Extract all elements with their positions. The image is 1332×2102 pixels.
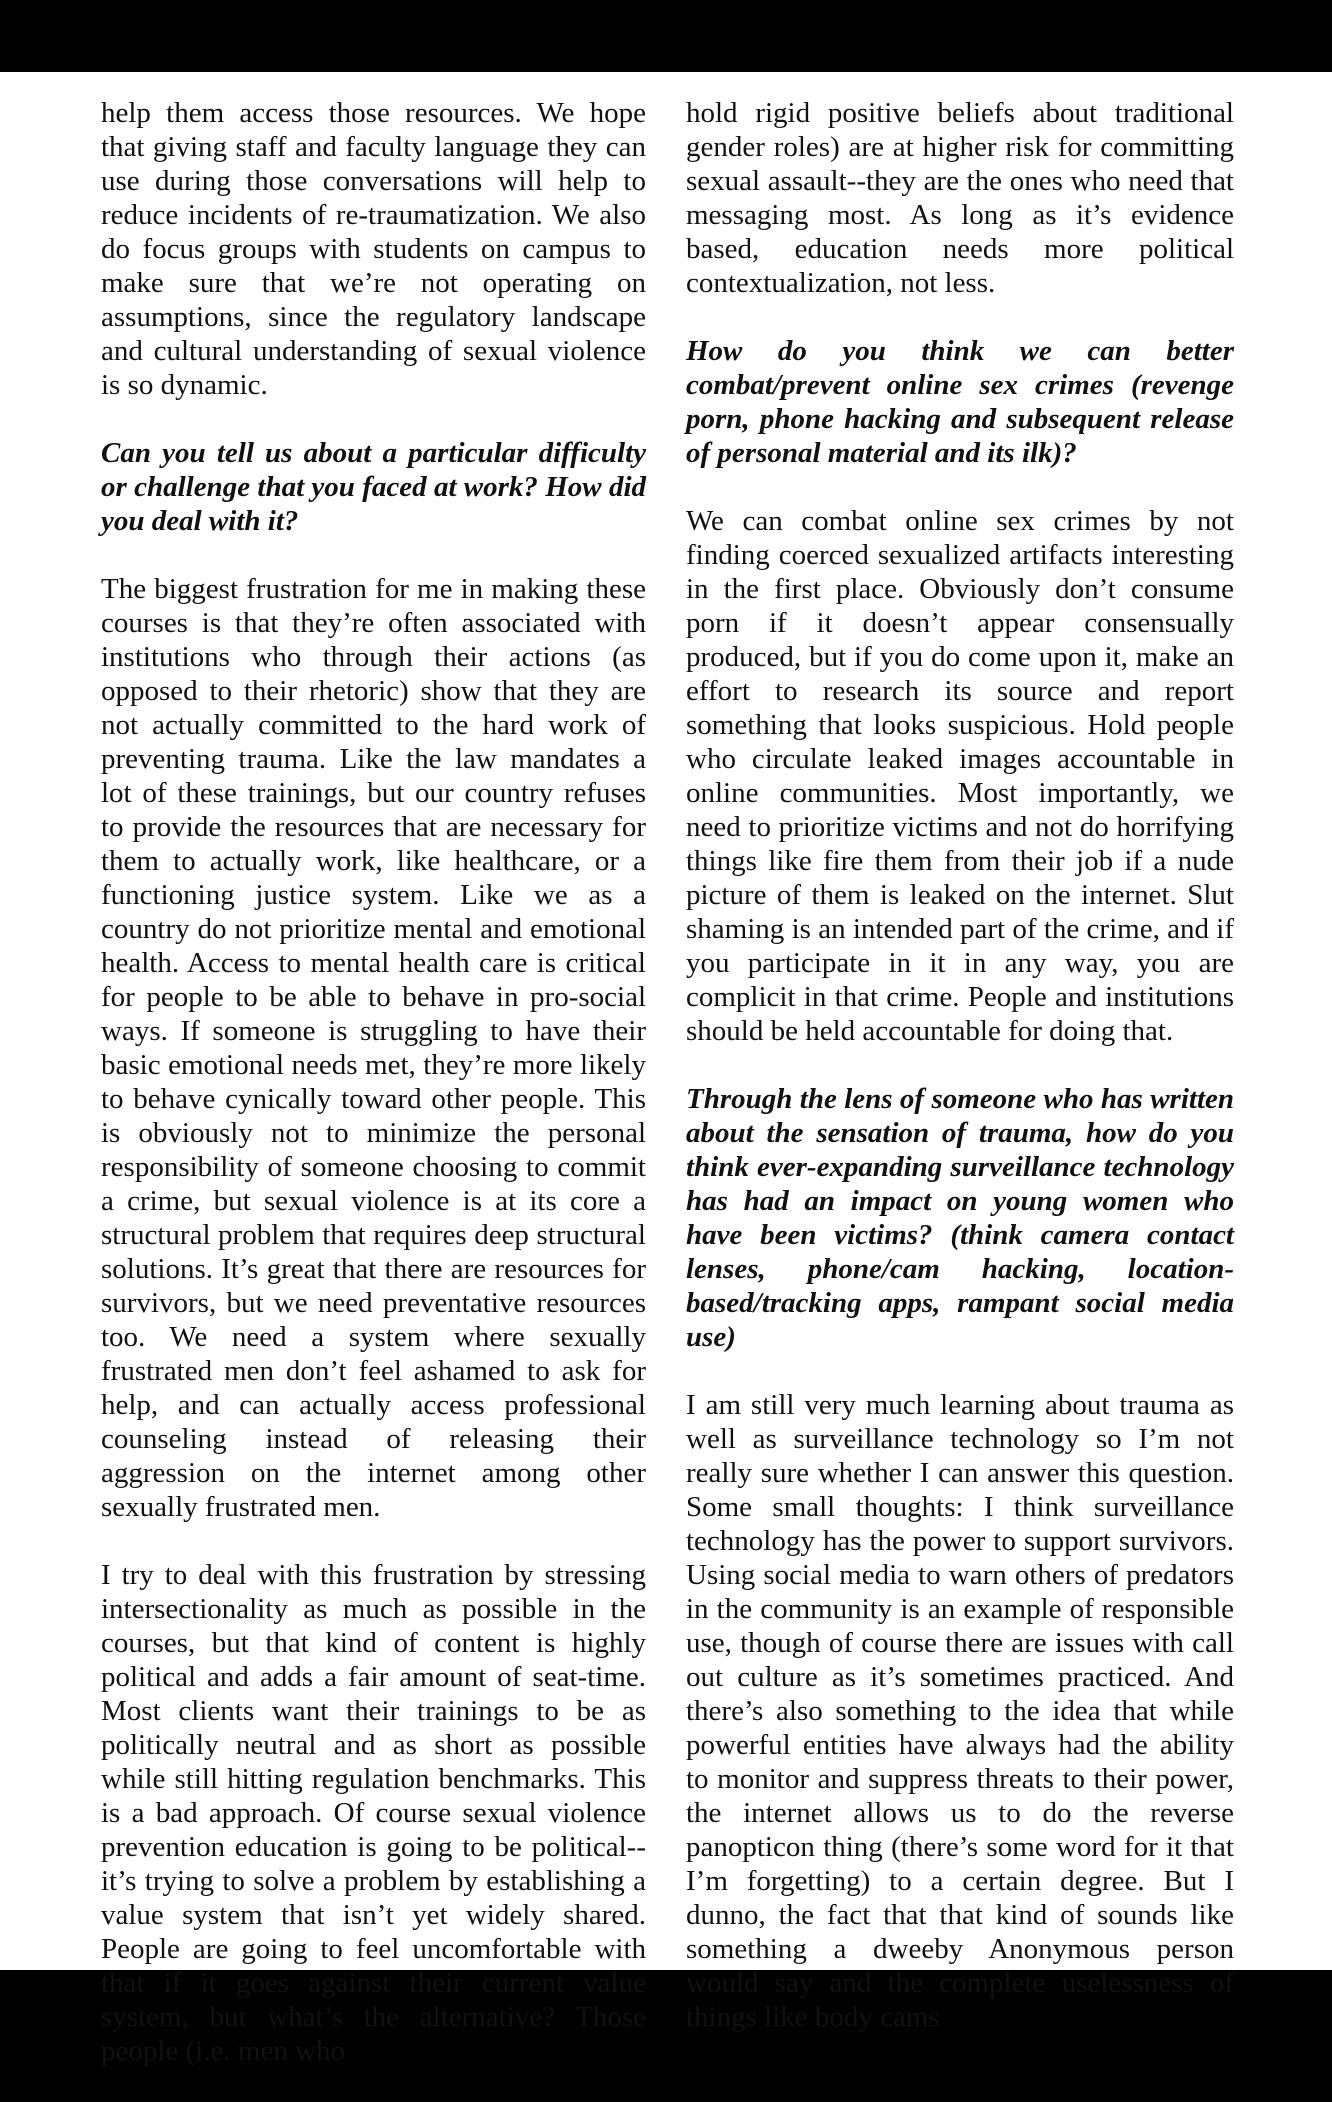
interview-question: Can you tell us about a particular difficulty or challenge that you faced at work? How did you deal with it? <box>101 437 646 537</box>
body-paragraph: We can combat online sex crimes by not finding coerced sexualized artifacts interesting in the first place. Obviously don’t consume porn if it doesn’t appear consensually produced, but if you do come upon it, make an effort to research its source and report something that looks suspicious. Hold people who circulate leaked images accountable in online communities. Most importantly, we need to prioritize victims and not do horrifying things like fire them from their job if a nude picture of them is leaked on the internet. Slut shaming is an intended part of the crime, and if you participate in it in any way, you are complicit in that crime. People and institutions should be held accountable for doing that. <box>686 505 1234 1047</box>
interview-question: How do you think we can better combat/prevent online sex crimes (revenge porn, phone hacking and subsequent release of personal material and its ilk)? <box>686 335 1234 469</box>
body-paragraph: hold rigid positive beliefs about traditional gender roles) are at higher risk for committing sexual assault--they are the ones who need that messaging most. As long as it’s evidence based, education needs more political contextualization, not less. <box>686 97 1234 299</box>
left-column <box>101 96 646 2102</box>
right-column <box>686 96 1234 2068</box>
interview-question: Through the lens of someone who has written about the sensation of trauma, how do you think ever-expanding surveillance technology has had an impact on young women who have been victims? (think camera contact lenses, phone/cam hacking, location-based/tracking apps, rampant social media use) <box>686 1083 1234 1353</box>
document-page <box>0 72 1332 2067</box>
body-paragraph: I try to deal with this frustration by stressing intersectionality as much as possible in the courses, but that kind of content is highly political and adds a fair amount of seat-time. Most clients want their trainings to be as politically neutral and as short as possible while still hitting regulation benchmarks. This is a bad approach. Of course sexual violence prevention education is going to be political--it’s trying to solve a problem by establishing a value system that isn’t yet widely shared. People are going to feel uncomfortable with that if it goes against their current value system, but what’s the alternative? Those people (i.e. men who <box>101 1559 646 2067</box>
body-paragraph: I am still very much learning about trauma as well as surveillance technology so I’m not really sure whether I can answer this question. Some small thoughts: I think surveillance technology has the power to support survivors. Using social media to warn others of predators in the community is an example of responsible use, though of course there are issues with call out culture as it’s sometimes practiced. And there’s also something to the idea that while powerful entities have always had the ability to monitor and suppress threats to their power, the internet allows us to do the reverse panopticon thing (there’s some word for it that I’m forgetting) to a certain degree. But I dunno, the fact that that kind of sounds like something a dweeby Anonymous person would say and the complete uselessness of things like body cams <box>686 1389 1234 2033</box>
body-paragraph: help them access those resources. We hope that giving staff and faculty language they can use during those conversations will help to reduce incidents of re-traumatization. We also do focus groups with students on campus to make sure that we’re not operating on assumptions, since the regulatory landscape and cultural understanding of sexual violence is so dynamic. <box>101 97 646 401</box>
body-paragraph: The biggest frustration for me in making these courses is that they’re often associated with institutions who through their actions (as opposed to their rhetoric) show that they are not actually committed to the hard work of preventing trauma. Like the law mandates a lot of these trainings, but our country refuses to provide the resources that are necessary for them to actually work, like healthcare, or a functioning justice system. Like we as a country do not prioritize mental and emotional health. Access to mental health care is critical for people to be able to behave in pro-social ways. If someone is struggling to have their basic emotional needs met, they’re more likely to behave cynically toward other people. This is obviously not to minimize the personal responsibility of someone choosing to commit a crime, but sexual violence is at its core a structural problem that requires deep structural solutions. It’s great that there are resources for survivors, but we need preventative resources too. We need a system where sexually frustrated men don’t feel ashamed to ask for help, and can actually access professional counseling instead of releasing their aggression on the internet among other sexually frustrated men. <box>101 573 646 1523</box>
